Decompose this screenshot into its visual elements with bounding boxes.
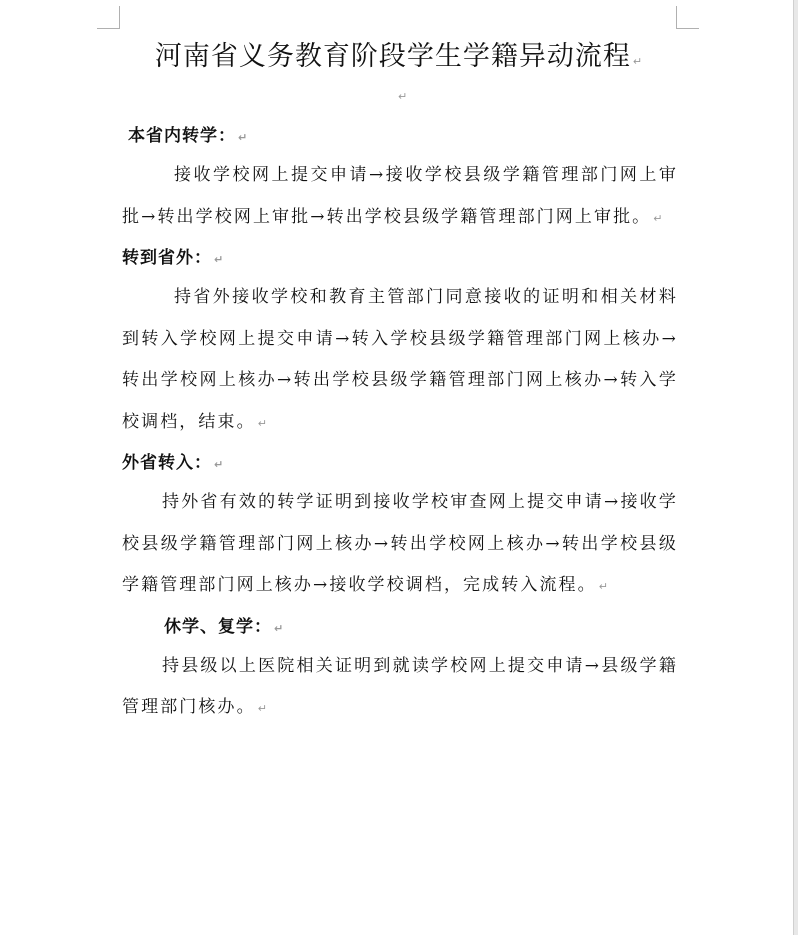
paragraph-mark-icon: ↵ <box>398 90 408 103</box>
section-heading-text: 本省内转学： <box>128 126 236 146</box>
section-heading-text: 休学、复学： <box>164 616 272 637</box>
paragraph-mark-icon: ↵ <box>653 211 665 225</box>
paragraph-mark-icon: ↵ <box>598 580 611 593</box>
section-heading <box>122 444 678 482</box>
section-heading-text: 外省转入： <box>122 453 212 473</box>
section-paragraph <box>122 482 678 608</box>
paragraph-mark-icon: ↵ <box>214 458 225 471</box>
paragraph-mark-icon: ↵ <box>632 55 644 68</box>
document-body <box>122 117 678 730</box>
section-heading <box>122 239 678 277</box>
crop-mark-top-right <box>676 6 699 29</box>
section-paragraph-text: 持外省有效的转学证明到接收学校审查网上提交申请→接收学校县级学籍管理部门网上核办→转出学校网上核办→转出学校县级学籍管理部门网上核办→接收学校调档，完成转入流程。 <box>122 492 678 595</box>
paragraph-mark-icon: ↵ <box>214 253 225 266</box>
document-title-text: 河南省义务教育阶段学生学籍异动流程 <box>154 41 631 72</box>
paragraph-mark-icon: ↵ <box>238 131 249 144</box>
document-title <box>0 34 798 73</box>
section-heading <box>122 608 678 646</box>
page-right-edge <box>793 0 798 935</box>
section-paragraph <box>122 646 678 730</box>
paragraph-mark-icon: ↵ <box>257 416 270 430</box>
section-paragraph-text: 接收学校网上提交申请→接收学校县级学籍管理部门网上审批→转出学校网上审批→转出学校县级学籍管理部门网上审批。 <box>122 165 678 227</box>
section-paragraph-text: 持省外接收学校和教育主管部门同意接收的证明和相关材料到转入学校网上提交申请→转入学校县级学籍管理部门网上核办→转出学校网上核办→转出学校县级学籍管理部门网上核办→转入学校调档，结束。 <box>122 287 678 432</box>
section-paragraph-text: 持县级以上医院相关证明到就读学校网上提交申请→县级学籍管理部门核办。 <box>122 655 678 717</box>
section-paragraph <box>122 155 678 239</box>
section-heading <box>122 117 678 155</box>
crop-mark-top-left <box>97 6 120 29</box>
section-heading-text: 转到省外： <box>122 248 212 268</box>
section-paragraph <box>122 277 678 444</box>
paragraph-mark-icon: ↵ <box>257 702 270 715</box>
paragraph-mark-icon: ↵ <box>274 621 285 635</box>
